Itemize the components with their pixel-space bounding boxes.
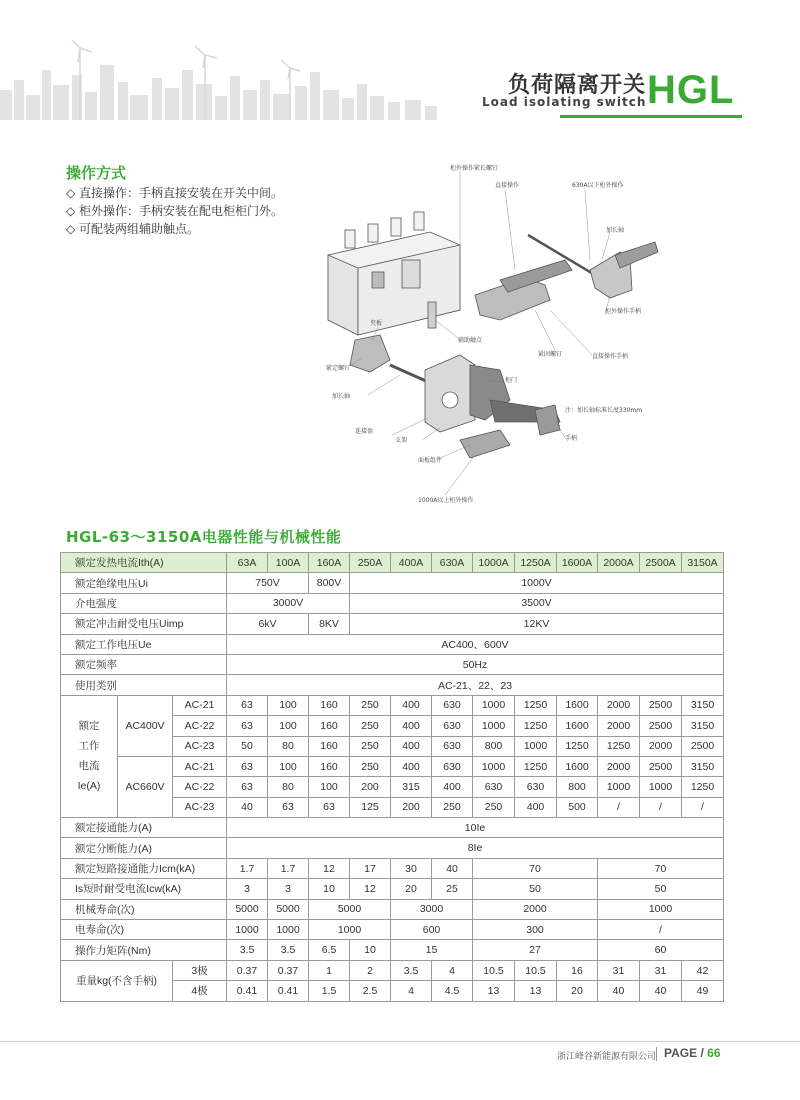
table-cell: AC-21、22、23 xyxy=(227,675,724,695)
row-label: 额定频率 xyxy=(61,654,227,674)
table-cell: 70 xyxy=(598,858,724,878)
rating-cell: 3150A xyxy=(682,553,724,573)
table-cell: 1000 xyxy=(268,920,309,940)
table-cell: 200 xyxy=(350,777,391,797)
diagram-label: 连接套 xyxy=(355,428,374,435)
diagram-label: 紧定螺钉 xyxy=(326,365,351,372)
table-cell: 4 xyxy=(432,960,473,980)
spec-table xyxy=(60,552,724,1002)
table-cell: 13 xyxy=(515,981,557,1001)
header-title-cn: 负荷隔离开关 xyxy=(508,73,647,98)
table-cell: 250 xyxy=(432,797,473,817)
table-cell: 1250 xyxy=(515,716,557,736)
table-cell: 3.5 xyxy=(391,960,432,980)
category-cell: AC-21 xyxy=(173,695,227,715)
page-num: 66 xyxy=(707,1046,721,1060)
table-cell: 60 xyxy=(598,940,724,960)
table-cell: 100 xyxy=(268,716,309,736)
table-cell: 0.41 xyxy=(268,981,309,1001)
table-cell: 6kV xyxy=(227,614,309,634)
table-cell: 2500 xyxy=(640,716,682,736)
row-label: Is短时耐受电流Icw(kA) xyxy=(61,879,227,899)
table-cell: 800 xyxy=(557,777,598,797)
table-cell: 10.5 xyxy=(515,960,557,980)
table-cell: AC400、600V xyxy=(227,634,724,654)
table-cell: 3.5 xyxy=(268,940,309,960)
table-cell: 17 xyxy=(350,858,391,878)
row-label: 重量kg(不含手柄) xyxy=(61,960,173,1001)
table-cell: 1000 xyxy=(473,756,515,776)
table-cell: 63 xyxy=(309,797,350,817)
table-cell: 40 xyxy=(598,981,640,1001)
table-cell: 31 xyxy=(640,960,682,980)
table-cell: 250 xyxy=(350,736,391,756)
table-cell: 63 xyxy=(268,797,309,817)
table-cell: 160 xyxy=(309,756,350,776)
category-cell: AC-22 xyxy=(173,716,227,736)
diagram-label: 面板组件 xyxy=(418,457,443,464)
table-cell: 2000 xyxy=(640,736,682,756)
ie-label-line: Ie(A) xyxy=(77,780,101,793)
pole-label: 4极 xyxy=(173,981,227,1001)
rating-cell: 2500A xyxy=(640,553,682,573)
row-label: 额定短路接通能力Icm(kA) xyxy=(61,858,227,878)
table-cell: 1600 xyxy=(557,756,598,776)
table-cell: 40 xyxy=(640,981,682,1001)
page-label: PAGE / xyxy=(664,1046,704,1060)
table-cell: 1250 xyxy=(682,777,724,797)
category-cell: AC-22 xyxy=(173,777,227,797)
table-cell: 40 xyxy=(432,858,473,878)
table-cell: 10 xyxy=(350,940,391,960)
table-cell: 4.5 xyxy=(432,981,473,1001)
table-cell: 630 xyxy=(432,736,473,756)
table-cell: 100 xyxy=(268,756,309,776)
table-cell: 1.7 xyxy=(227,858,268,878)
table-cell: 1600 xyxy=(557,716,598,736)
table-cell: 63 xyxy=(227,695,268,715)
table-cell: 3150 xyxy=(682,695,724,715)
table-cell: 2000 xyxy=(598,756,640,776)
table-cell: 31 xyxy=(598,960,640,980)
table-cell: 63 xyxy=(227,756,268,776)
voltage-group-label: AC400V xyxy=(118,695,173,756)
table-cell: 1000 xyxy=(309,920,391,940)
table-row xyxy=(61,920,724,940)
rating-cell: 2000A xyxy=(598,553,640,573)
rating-cell: 250A xyxy=(350,553,391,573)
table-cell: 49 xyxy=(682,981,724,1001)
table-row xyxy=(61,654,724,674)
table-cell: 400 xyxy=(391,756,432,776)
footer-separator xyxy=(656,1047,657,1061)
table-row xyxy=(61,818,724,838)
table-cell: 20 xyxy=(391,879,432,899)
table-cell: 27 xyxy=(473,940,598,960)
rating-cell: 160A xyxy=(309,553,350,573)
table-cell: 200 xyxy=(391,797,432,817)
table-row xyxy=(61,940,724,960)
table-cell: 250 xyxy=(350,716,391,736)
table-cell: 40 xyxy=(227,797,268,817)
table-cell: 1000 xyxy=(473,695,515,715)
rating-cell: 400A xyxy=(391,553,432,573)
table-cell: 630 xyxy=(432,716,473,736)
table-cell: 400 xyxy=(391,736,432,756)
ie-group-label xyxy=(61,695,118,817)
footer-company: 浙江峰谷新能源有限公司 xyxy=(557,1052,657,1062)
table-cell: 800 xyxy=(473,736,515,756)
table-cell: 0.37 xyxy=(227,960,268,980)
table-cell: 0.37 xyxy=(268,960,309,980)
row-label: 操作力矩阵(Nm) xyxy=(61,940,227,960)
table-cell: 63 xyxy=(227,777,268,797)
table-cell: 400 xyxy=(391,695,432,715)
table-cell: 2500 xyxy=(640,756,682,776)
table-row xyxy=(61,553,724,573)
rating-cell: 630A xyxy=(432,553,473,573)
table-cell: 4 xyxy=(391,981,432,1001)
row-label: 机械寿命(次) xyxy=(61,899,227,919)
diagram-label: 注：加长轴标准长度330mm xyxy=(565,407,643,414)
row-label: 额定工作电压Ue xyxy=(61,634,227,654)
table-cell: 800V xyxy=(309,573,350,593)
header-product-code: HGL xyxy=(647,68,735,112)
diagram-label: 加长轴 xyxy=(606,227,625,234)
spec-table-title: HGL-63～3150A电器性能与机械性能 xyxy=(66,528,342,546)
table-cell: 160 xyxy=(309,716,350,736)
rating-cell: 1250A xyxy=(515,553,557,573)
table-cell: 2000 xyxy=(473,899,598,919)
table-cell: 1250 xyxy=(557,736,598,756)
table-cell: 5000 xyxy=(268,899,309,919)
table-cell: 3.5 xyxy=(227,940,268,960)
diagram-label: 直接操作 xyxy=(495,182,520,189)
table-row xyxy=(61,879,724,899)
table-row xyxy=(61,858,724,878)
row-label: 额定接通能力(A) xyxy=(61,818,227,838)
diagram-label: 支架 xyxy=(395,437,408,444)
table-cell: 1000 xyxy=(227,920,268,940)
table-cell: 1 xyxy=(309,960,350,980)
table-cell: 16 xyxy=(557,960,598,980)
table-cell: 250 xyxy=(473,797,515,817)
table-cell: 12 xyxy=(309,858,350,878)
rating-cell: 1600A xyxy=(557,553,598,573)
table-cell: 400 xyxy=(432,777,473,797)
table-cell: 400 xyxy=(515,797,557,817)
table-row xyxy=(61,614,724,634)
city-skyline-illustration xyxy=(0,40,520,120)
table-cell: / xyxy=(598,920,724,940)
rating-cell: 1000A xyxy=(473,553,515,573)
table-row xyxy=(61,634,724,654)
table-cell: 600 xyxy=(391,920,473,940)
row-label: 额定绝缘电压Ui xyxy=(61,573,227,593)
header-title-en: Load isolating switch xyxy=(482,95,647,109)
table-cell: 1250 xyxy=(598,736,640,756)
row-label: 额定分断能力(A) xyxy=(61,838,227,858)
table-cell: 3500V xyxy=(350,593,724,613)
table-cell: / xyxy=(598,797,640,817)
table-cell: 80 xyxy=(268,777,309,797)
diagram-label: 辅助触点 xyxy=(458,337,483,344)
table-cell: 400 xyxy=(391,716,432,736)
table-cell: 70 xyxy=(473,858,598,878)
table-cell: 1000 xyxy=(640,777,682,797)
operation-section-title: 操作方式 xyxy=(66,164,127,182)
table-cell: / xyxy=(682,797,724,817)
operation-bullet: ◇ 柜外操作：手柄安装在配电柜柜门外。 xyxy=(66,204,284,218)
table-cell: 1.5 xyxy=(309,981,350,1001)
row-label: 介电强度 xyxy=(61,593,227,613)
diagram-label: 柜外操作手柄 xyxy=(605,308,642,315)
table-cell: 3000 xyxy=(391,899,473,919)
table-cell: 25 xyxy=(432,879,473,899)
table-cell: 5000 xyxy=(309,899,391,919)
table-cell: 2500 xyxy=(640,695,682,715)
voltage-group-label: AC660V xyxy=(118,756,173,817)
table-cell: 125 xyxy=(350,797,391,817)
ie-label-line: 工作 xyxy=(78,740,100,753)
table-cell: 630 xyxy=(432,695,473,715)
table-cell: 1250 xyxy=(515,756,557,776)
table-cell: 1600 xyxy=(557,695,598,715)
table-row xyxy=(61,593,724,613)
footer-page-number xyxy=(664,1046,721,1060)
table-cell: 300 xyxy=(473,920,598,940)
footer-divider xyxy=(0,1041,800,1042)
table-cell: 3150 xyxy=(682,716,724,736)
table-cell: 12KV xyxy=(350,614,724,634)
table-cell: 0.41 xyxy=(227,981,268,1001)
row-label: 电寿命(次) xyxy=(61,920,227,940)
table-cell: 1250 xyxy=(515,695,557,715)
table-cell: 3000V xyxy=(227,593,350,613)
table-cell: 6.5 xyxy=(309,940,350,960)
table-cell: 750V xyxy=(227,573,309,593)
table-cell: 160 xyxy=(309,736,350,756)
table-cell: 2500 xyxy=(682,736,724,756)
table-cell: 12 xyxy=(350,879,391,899)
table-cell: 8KV xyxy=(309,614,350,634)
operation-bullet: ◇ 直接操作：手柄直接安装在开关中间。 xyxy=(66,186,284,200)
table-cell: 42 xyxy=(682,960,724,980)
table-cell: 1000 xyxy=(598,899,724,919)
table-cell: 10 xyxy=(309,879,350,899)
table-cell: 2 xyxy=(350,960,391,980)
table-cell: 2.5 xyxy=(350,981,391,1001)
row-label: 额定冲击耐受电压Uimp xyxy=(61,614,227,634)
table-cell: 630 xyxy=(515,777,557,797)
table-cell: 10.5 xyxy=(473,960,515,980)
diagram-label: 夹板 xyxy=(370,320,383,327)
operation-bullet: ◇ 可配装两组辅助触点。 xyxy=(66,222,200,236)
table-cell: 2000 xyxy=(598,695,640,715)
table-cell: 250 xyxy=(350,756,391,776)
table-row xyxy=(61,756,724,776)
header-underline xyxy=(560,115,742,118)
table-cell: 10Ie xyxy=(227,818,724,838)
diagram-label: 630A以下柜外操作 xyxy=(572,182,624,189)
ie-label-line: 电流 xyxy=(78,760,100,773)
table-cell: 1000 xyxy=(473,716,515,736)
rating-cell: 63A xyxy=(227,553,268,573)
table-row xyxy=(61,573,724,593)
table-cell: 50 xyxy=(473,879,598,899)
table-cell: 630 xyxy=(473,777,515,797)
table-row xyxy=(61,675,724,695)
table-cell: 50 xyxy=(227,736,268,756)
diagram-label: 直接操作手柄 xyxy=(592,353,629,360)
table-cell: 2000 xyxy=(598,716,640,736)
category-cell: AC-23 xyxy=(173,797,227,817)
table-cell: 15 xyxy=(391,940,473,960)
rating-cell: 100A xyxy=(268,553,309,573)
table-cell: 630 xyxy=(432,756,473,776)
diagram-label: 手柄 xyxy=(565,435,578,442)
operation-bullet-list xyxy=(66,184,283,238)
table-cell: 500 xyxy=(557,797,598,817)
diagram-label: 加长轴 xyxy=(332,393,351,400)
table-cell: 100 xyxy=(309,777,350,797)
table-cell: / xyxy=(640,797,682,817)
ie-label-line: 额定 xyxy=(78,720,100,733)
table-cell: 8Ie xyxy=(227,838,724,858)
diagram-label: 紧固螺钉 xyxy=(538,351,563,358)
table-cell: 20 xyxy=(557,981,598,1001)
pole-label: 3极 xyxy=(173,960,227,980)
table-row xyxy=(61,838,724,858)
table-cell: 3150 xyxy=(682,756,724,776)
table-cell: 1000V xyxy=(350,573,724,593)
table-cell: 315 xyxy=(391,777,432,797)
category-cell: AC-23 xyxy=(173,736,227,756)
row-label: 额定发热电流Ith(A) xyxy=(61,553,227,573)
table-row xyxy=(61,695,724,715)
assembly-exploded-diagram xyxy=(310,160,740,515)
table-cell: 80 xyxy=(268,736,309,756)
table-cell: 63 xyxy=(227,716,268,736)
table-cell: 13 xyxy=(473,981,515,1001)
category-cell: AC-21 xyxy=(173,756,227,776)
table-cell: 250 xyxy=(350,695,391,715)
table-cell: 100 xyxy=(268,695,309,715)
table-cell: 1000 xyxy=(515,736,557,756)
table-cell: 3 xyxy=(268,879,309,899)
diagram-label: 柜门 xyxy=(505,377,518,384)
diagram-label: 柜外操作紧长螺钉 xyxy=(450,165,499,172)
table-row xyxy=(61,960,724,980)
table-cell: 50Hz xyxy=(227,654,724,674)
table-cell: 1000 xyxy=(598,777,640,797)
table-cell: 30 xyxy=(391,858,432,878)
row-label: 使用类别 xyxy=(61,675,227,695)
table-row xyxy=(61,899,724,919)
table-cell: 160 xyxy=(309,695,350,715)
table-cell: 3 xyxy=(227,879,268,899)
table-cell: 50 xyxy=(598,879,724,899)
diagram-label: 1000A以上柜外操作 xyxy=(418,497,474,504)
table-cell: 5000 xyxy=(227,899,268,919)
table-cell: 1.7 xyxy=(268,858,309,878)
